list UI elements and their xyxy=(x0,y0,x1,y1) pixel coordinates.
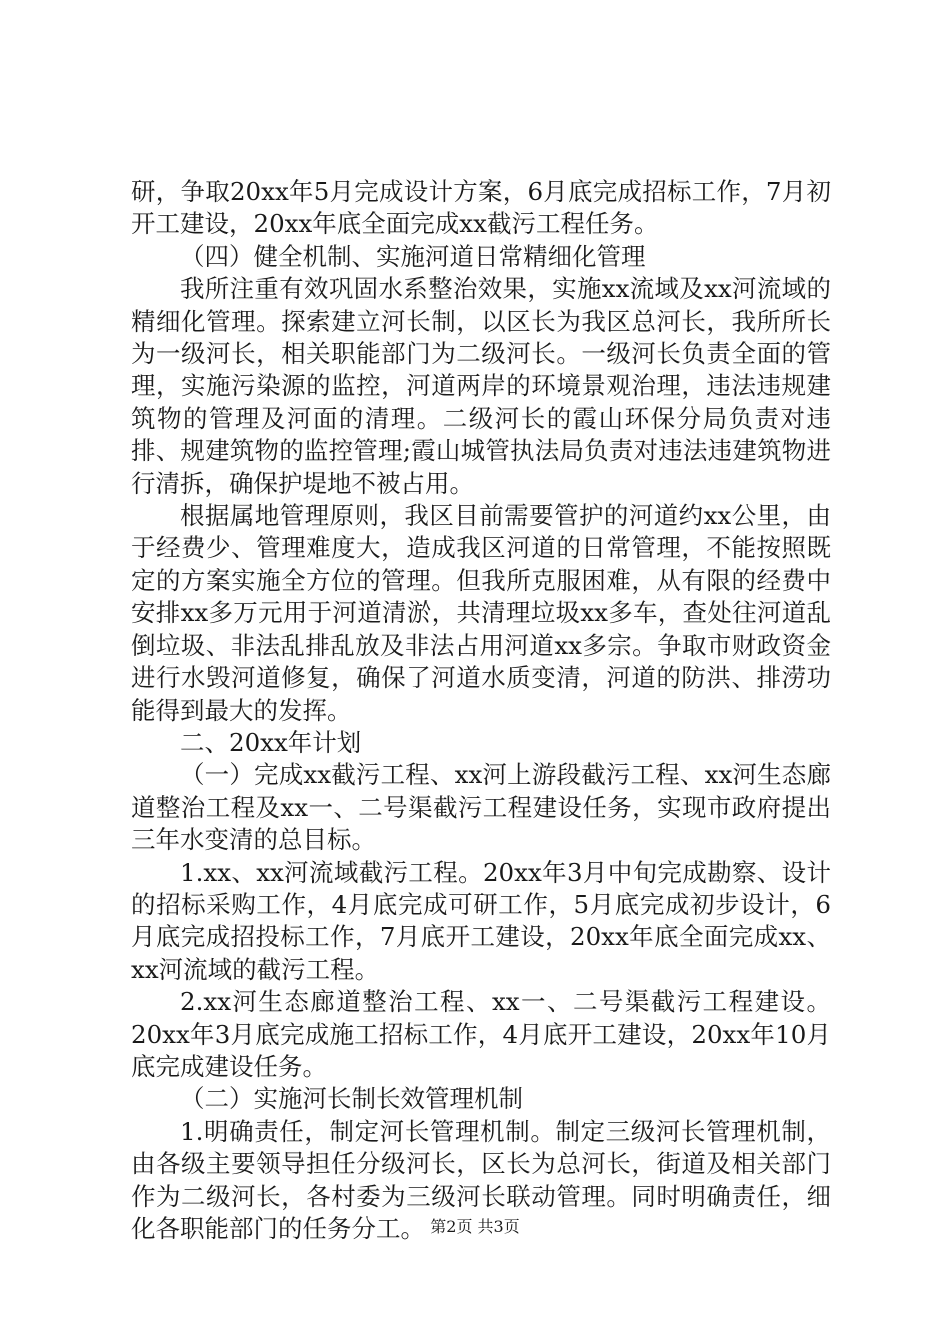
section-heading-4: （四）健全机制、实施河道日常精细化管理 xyxy=(180,241,646,271)
list-item-responsibility: 1.明确责任，制定河长管理机制。制定三级河长管理机制，由各级主要领导担任分级河长，区长为总河长，街道及相关部门作为二级河长，各村委为三级河长联动管理。同时明确责任，细化各职能部门的任务分工。 xyxy=(131,1116,831,1243)
page-number-footer: 第2页 共3页 xyxy=(430,1217,520,1236)
list-item-1: 1.xx、xx河流域截污工程。20xx年3月中旬完成勘察、设计的招标采购工作，4月底完成可研工作，5月底完成初步设计，6月底完成招投标工作，7月底开工建设，20xx年底全面完成xx、xx河流域的截污工程。 xyxy=(131,857,831,984)
document-body xyxy=(131,176,831,1245)
paragraph-continuation: 研，争取20xx年5月完成设计方案，6月底完成招标工作，7月初开工建设，20xx年底全面完成xx截污工程任务。 xyxy=(131,177,831,239)
section-heading-plan: 二、20xx年计划 xyxy=(180,727,362,757)
paragraph-river-chief-system: 我所注重有效巩固水系整治效果，实施xx流域及xx河流域的精细化管理。探索建立河长制，以区长为我区总河长，我所所长为一级河长，相关职能部门为二级河长。一级河长负责全面的管理，实施污染源的监控，河道两岸的环境景观治理，违法违规建筑物的管理及河面的清理。二级河长的霞山环保分局负责对违排、规建筑物的监控管理;霞山城管执法局负责对违法违建筑物进行清拆，确保护堤地不被占用。 xyxy=(131,274,831,498)
subsection-heading-1: （一）完成xx截污工程、xx河上游段截污工程、xx河生态廊道整治工程及xx一、二号渠截污工程建设任务，实现市政府提出三年水变清的总目标。 xyxy=(131,760,831,855)
list-item-2: 2.xx河生态廊道整治工程、xx一、二号渠截污工程建设。20xx年3月底完成施工招标工作，4月底开工建设，20xx年10月底完成建设任务。 xyxy=(131,987,831,1081)
paragraph-daily-management: 根据属地管理原则，我区目前需要管护的河道约xx公里，由于经费少、管理难度大，造成我区河道的日常管理，不能按照既定的方案实施全方位的管理。但我所克服困难，从有限的经费中安排xx多万元用于河道清淤，共清理垃圾xx多车，查处往河道乱倒垃圾、非法乱排乱放及非法占用河道xx多宗。争取市财政资金进行水毁河道修复，确保了河道水质变清，河道的防洪、排涝功能得到最大的发挥。 xyxy=(131,501,831,725)
subsection-heading-2: （二）实施河长制长效管理机制 xyxy=(180,1084,523,1114)
